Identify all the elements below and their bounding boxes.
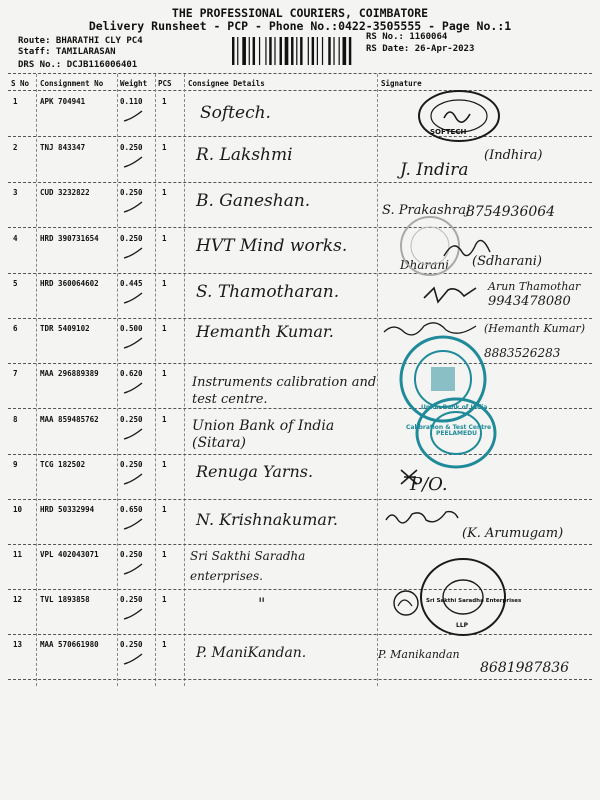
col-header-signature: Signature [381,79,422,88]
row-separator [8,273,592,274]
consignee-hemanth: Hemanth Kumar. [196,322,334,341]
consignee-hvt: HVT Mind works. [196,236,348,256]
signature-scribble-9 [398,466,420,488]
consignee-union-bank: Union Bank of India (Sitara) [192,418,335,451]
weight-check-mark [122,200,144,214]
row-pcs: 1 [162,97,167,106]
consignee-manikandan: P. ManiKandan. [196,645,307,661]
calibration-stamp-text: Calibration & Test Centre [406,424,492,431]
row-pcs: 1 [162,460,167,469]
staff-label: Staff: TAMILARASAN [18,47,116,57]
receiver-indhira-note: (Indhira) [484,148,543,163]
weight-check-mark [122,517,144,531]
consignee-sakthi: Sri Sakthi Saradha enterprises. [190,549,306,583]
signature-scribble-5 [420,282,482,306]
row-weight: 0.250 [120,143,143,152]
row-consignment-no: MAA 570661980 [40,640,99,649]
consignee-renuga: Renuga Yarns. [196,462,314,481]
row-separator [8,454,592,455]
receiver-manikandan-sign: P. Manikandan [378,648,460,661]
receiver-phone-6: 8883526283 [484,346,561,360]
union-bank-stamp-text: Union Bank of India [421,404,488,411]
row-sno: 5 [13,279,18,288]
row-pcs: 1 [162,640,167,649]
row-separator [8,363,592,364]
signature-scribble-10 [382,506,462,530]
row-separator [8,499,592,500]
receiver-hemanth: (Hemanth Kumar) [484,322,586,335]
row-pcs: 1 [162,188,167,197]
row-sno: 2 [13,143,18,152]
row-sno: 7 [13,369,18,378]
receiver-arumugam: (K. Arumugam) [462,526,564,541]
receiver-phone-3: 8754936064 [466,204,556,220]
receiver-phone-13: 8681987836 [480,660,570,676]
signature-scribble-4 [440,236,500,266]
row-sno: 12 [13,595,23,604]
row-separator [8,318,592,319]
weight-check-mark [122,155,144,169]
row-consignment-no: VPL 402043071 [40,550,99,559]
signature-scribble-6 [380,320,480,342]
row-consignment-no: HRD 50332994 [40,505,95,514]
row-sno: 10 [13,505,23,514]
row-consignment-no: TCG 182502 [40,460,86,469]
signature-scribble-12 [386,588,426,618]
row-weight: 0.250 [120,595,143,604]
row-sno: 3 [13,188,18,197]
row-sno: 4 [13,234,18,243]
row-sno: 9 [13,460,18,469]
weight-check-mark [122,607,144,621]
row-weight: 0.250 [120,415,143,424]
rs-number: RS No.: 1160064 [366,32,448,42]
receiver-po: P/O. [410,474,448,495]
row-consignment-no: TDR 5409102 [40,324,90,333]
row-separator [8,227,592,228]
weight-check-mark [122,562,144,576]
row-pcs: 1 [162,369,167,378]
row-weight: 0.500 [120,324,143,333]
receiver-phone-5: 9943478080 [488,294,571,309]
row-consignment-no: TVL 1893858 [40,595,90,604]
drs-number: DRS No.: DCJB116006401 [18,60,138,70]
row-separator [8,182,592,183]
row-weight: 0.110 [120,97,143,106]
rs-date: RS Date: 26-Apr-2023 [366,44,475,54]
col-header-pcs: PCS [158,79,172,88]
row-separator [8,544,592,545]
row-consignment-no: HRD 360064602 [40,279,99,288]
row-weight: 0.445 [120,279,143,288]
weight-check-mark [122,472,144,486]
row-weight: 0.650 [120,505,143,514]
weight-check-mark [122,652,144,666]
row-consignment-no: MAA 859485762 [40,415,99,424]
consignee-calibration: Instruments calibration and test centre. [192,375,377,407]
route-label: Route: BHARATHI CLY PC4 [18,36,143,46]
weight-check-mark [122,291,144,305]
row-weight: 0.250 [120,640,143,649]
weight-check-mark [122,109,144,123]
row-separator [8,408,592,409]
row-pcs: 1 [162,143,167,152]
row-pcs: 1 [162,324,167,333]
col-header-sno: S No [11,79,30,88]
row-separator [8,634,592,635]
receiver-thamothar: Arun Thamothar [488,280,581,293]
receiver-indira: J. Indira [400,160,469,180]
row-separator [8,136,592,137]
union-bank-branch-text: PEELAMEDU [436,430,477,437]
row-consignment-no: HRD 390731654 [40,234,99,243]
col-header-weight: Weight [120,79,148,88]
row-sno: 11 [13,550,23,559]
consignee-ditto: " [258,594,266,613]
row-pcs: 1 [162,550,167,559]
row-sno: 6 [13,324,18,333]
row-weight: 0.250 [120,550,143,559]
row-pcs: 1 [162,415,167,424]
row-pcs: 1 [162,505,167,514]
row-consignment-no: CUD 3232822 [40,188,90,197]
row-consignment-no: MAA 296889389 [40,369,99,378]
sakthi-stamp-text: Sri Sakthi Saradha Enterprises [426,598,522,604]
row-sno: 8 [13,415,18,424]
row-pcs: 1 [162,595,167,604]
consignee-lakshmi: R. Lakshmi [196,145,293,165]
consignee-ganeshan: B. Ganeshan. [196,191,311,211]
row-sno: 13 [13,640,23,649]
consignee-thamotharan: S. Thamotharan. [196,282,340,302]
row-pcs: 1 [162,234,167,243]
barcode [232,37,354,65]
row-weight: 0.250 [120,188,143,197]
row-weight: 0.620 [120,369,143,378]
weight-check-mark [122,336,144,350]
weight-check-mark [122,246,144,260]
row-weight: 0.250 [120,234,143,243]
row-pcs: 1 [162,279,167,288]
sakthi-stamp-suffix: LLP [456,622,469,629]
row-consignment-no: APK 704941 [40,97,86,106]
softech-stamp-text: SOFTECH [430,128,467,136]
weight-check-mark [122,427,144,441]
row-separator [8,679,592,680]
row-weight: 0.250 [120,460,143,469]
runsheet-title: Delivery Runsheet - PCP - Phone No.:0422-3505555 - Page No.:1 [88,19,512,33]
consignee-krishnakumar: N. Krishnakumar. [196,510,338,529]
receiver-sdharani: (Sdharani) [472,254,542,269]
receiver-prakashraj: S. Prakashraj [382,203,471,218]
row-sno: 1 [13,97,18,106]
weight-check-mark [122,381,144,395]
col-header-consignee: Consignee Details [188,79,265,88]
consignee-softech: Softech. [200,103,271,123]
receiver-dharani: Dharani [400,258,449,272]
col-header-consignment: Consignment No [40,79,104,88]
row-consignment-no: TNJ 843347 [40,143,86,152]
company-name: THE PROFESSIONAL COURIERS, COIMBATORE [171,6,429,20]
